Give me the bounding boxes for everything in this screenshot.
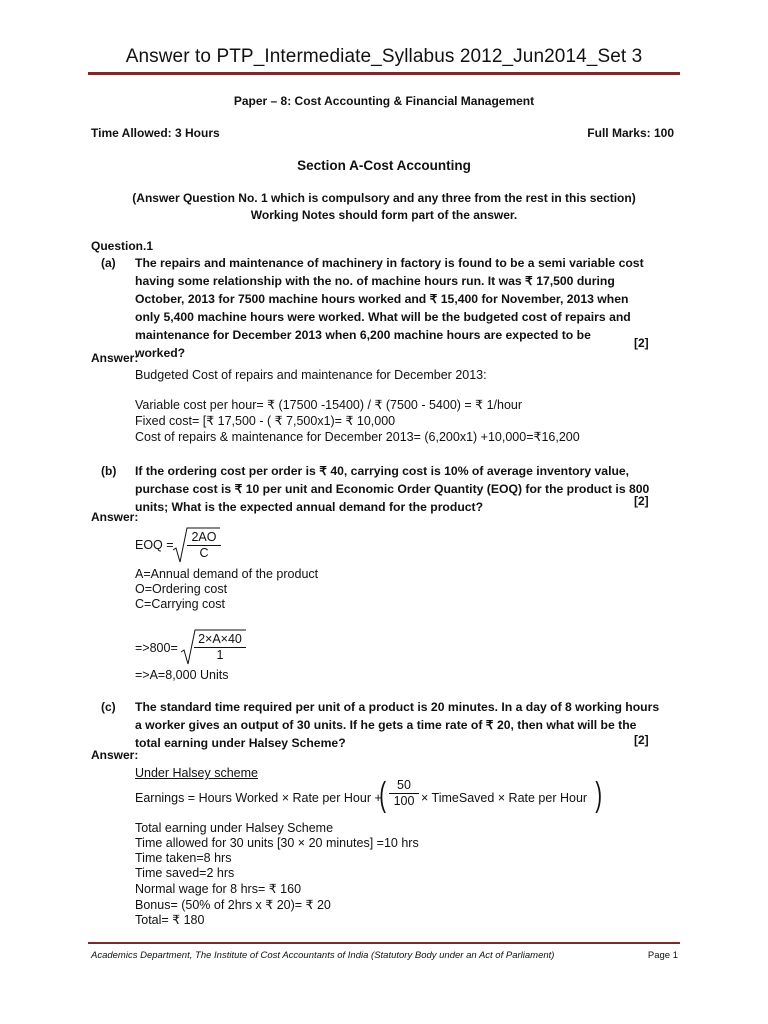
qa-answer-label: Answer: [91, 351, 139, 365]
halsey-formula-left: Earnings = Hours Worked × Rate per Hour + [135, 791, 382, 805]
halsey-fraction [389, 778, 419, 809]
formula-close-paren: ) [595, 776, 603, 814]
qb-marks: [2] [634, 494, 649, 508]
qc-line: The standard time required per unit of a product is 20 minutes. In a day of 8 working hours [135, 700, 660, 714]
qa-total-cost: Cost of repairs & maintenance for December 2013= (6,200x1) +10,000=₹16,200 [135, 430, 580, 444]
halsey-numerator: 50 [389, 778, 419, 794]
demand-result: =>A=8,000 Units [135, 668, 229, 682]
qc-line: a worker gives an output of 30 units. If he gets a time rate of ₹ 20, then what will be the [135, 718, 637, 732]
qa-variable-cost: Variable cost per hour= ₹ (17500 -15400) / ₹ (7500 - 5400) = ₹ 1/hour [135, 398, 523, 412]
qa-question-text [135, 254, 678, 362]
working-notes-note: Working Notes should form part of the answer. [250, 208, 518, 222]
halsey-denominator: 100 [393, 794, 415, 808]
def-carrying: C=Carrying cost [135, 597, 225, 611]
page-number: Page 1 [647, 950, 678, 961]
qb-line: units; What is the expected annual demand for the product? [135, 500, 484, 514]
qb-answer-label: Answer: [91, 510, 139, 524]
eoq-denominator: C [199, 546, 209, 560]
def-demand: A=Annual demand of the product [135, 567, 319, 581]
qc-question-text [135, 698, 678, 752]
time-saved: Time saved=2 hrs [135, 866, 235, 880]
qa-marks: [2] [634, 336, 649, 350]
def-ordering: O=Ordering cost [135, 582, 228, 596]
qa-line: October, 2013 for 7500 machine hours worked and ₹ 15,400 for November, 2013 when [135, 292, 629, 306]
qc-marks: [2] [634, 733, 649, 747]
qb-question-text [135, 462, 678, 516]
qa-answer-heading: Budgeted Cost of repairs and maintenance for December 2013: [135, 368, 487, 382]
qb-line: If the ordering cost per order is ₹ 40, carrying cost is 10% of average inventory value, [135, 464, 630, 478]
section-instruction: (Answer Question No. 1 which is compulsory and any three from the rest in this section) [132, 191, 636, 205]
qc-line: total earning under Halsey Scheme? [135, 736, 346, 750]
total-earning: Total= ₹ 180 [135, 913, 205, 927]
eoq-numerator: 2AO [187, 530, 221, 546]
qc-answer-label: Answer: [91, 748, 139, 762]
qa-line: having some relationship with the no. of machine hours run. It was ₹ 17,500 during [135, 274, 615, 288]
time-allowed: Time Allowed: 3 Hours [91, 126, 220, 140]
qa-line: worked? [135, 346, 186, 360]
section-title: Section A-Cost Accounting [297, 158, 471, 173]
footer-rule [88, 942, 680, 944]
header-rule [88, 72, 680, 75]
eoq-fraction [187, 530, 221, 561]
calc-numerator: 2×A×40 [194, 632, 246, 648]
halsey-formula-right: × TimeSaved × Rate per Hour [421, 791, 588, 805]
document-header-title: Answer to PTP_Intermediate_Syllabus 2012_Jun2014_Set 3 [125, 46, 643, 67]
time-allowed-calc: Time allowed for 30 units [30 × 20 minutes] =10 hrs [135, 836, 419, 850]
eoq-lhs: EOQ = [135, 538, 174, 552]
total-earning-heading: Total earning under Halsey Scheme [135, 821, 334, 835]
qa-label: (a) [101, 256, 116, 270]
qa-line: The repairs and maintenance of machinery in factory is found to be a semi variable cost [135, 256, 644, 270]
calc-fraction [194, 632, 246, 663]
qb-label: (b) [101, 464, 117, 478]
qb-line: purchase cost is ₹ 10 per unit and Economic Order Quantity (EOQ) for the product is 800 [135, 482, 650, 496]
paper-title: Paper – 8: Cost Accounting & Financial Management [233, 94, 535, 108]
calc-lhs: =>800= [135, 641, 178, 655]
bonus: Bonus= (50% of 2hrs x ₹ 20)= ₹ 20 [135, 898, 331, 912]
time-taken: Time taken=8 hrs [135, 851, 232, 865]
qc-label: (c) [101, 700, 116, 714]
question-label: Question.1 [91, 239, 154, 253]
normal-wage: Normal wage for 8 hrs= ₹ 160 [135, 882, 302, 896]
qa-line: only 5,400 machine hours were worked. What will be the budgeted cost of repairs and [135, 310, 631, 324]
halsey-scheme-heading: Under Halsey scheme [135, 766, 258, 780]
formula-open-paren: ( [379, 776, 387, 814]
footer-text: Academics Department, The Institute of Cost Accountants of India (Statutory Body under an Act of Parliament) [91, 950, 555, 961]
qa-line: maintenance for December 2013 when 6,200 machine hours are expected to be [135, 328, 591, 342]
calc-denominator: 1 [216, 648, 224, 662]
full-marks: Full Marks: 100 [587, 126, 674, 140]
qa-fixed-cost: Fixed cost= [₹ 17,500 - ( ₹ 7,500x1)= ₹ 10,000 [135, 414, 396, 428]
